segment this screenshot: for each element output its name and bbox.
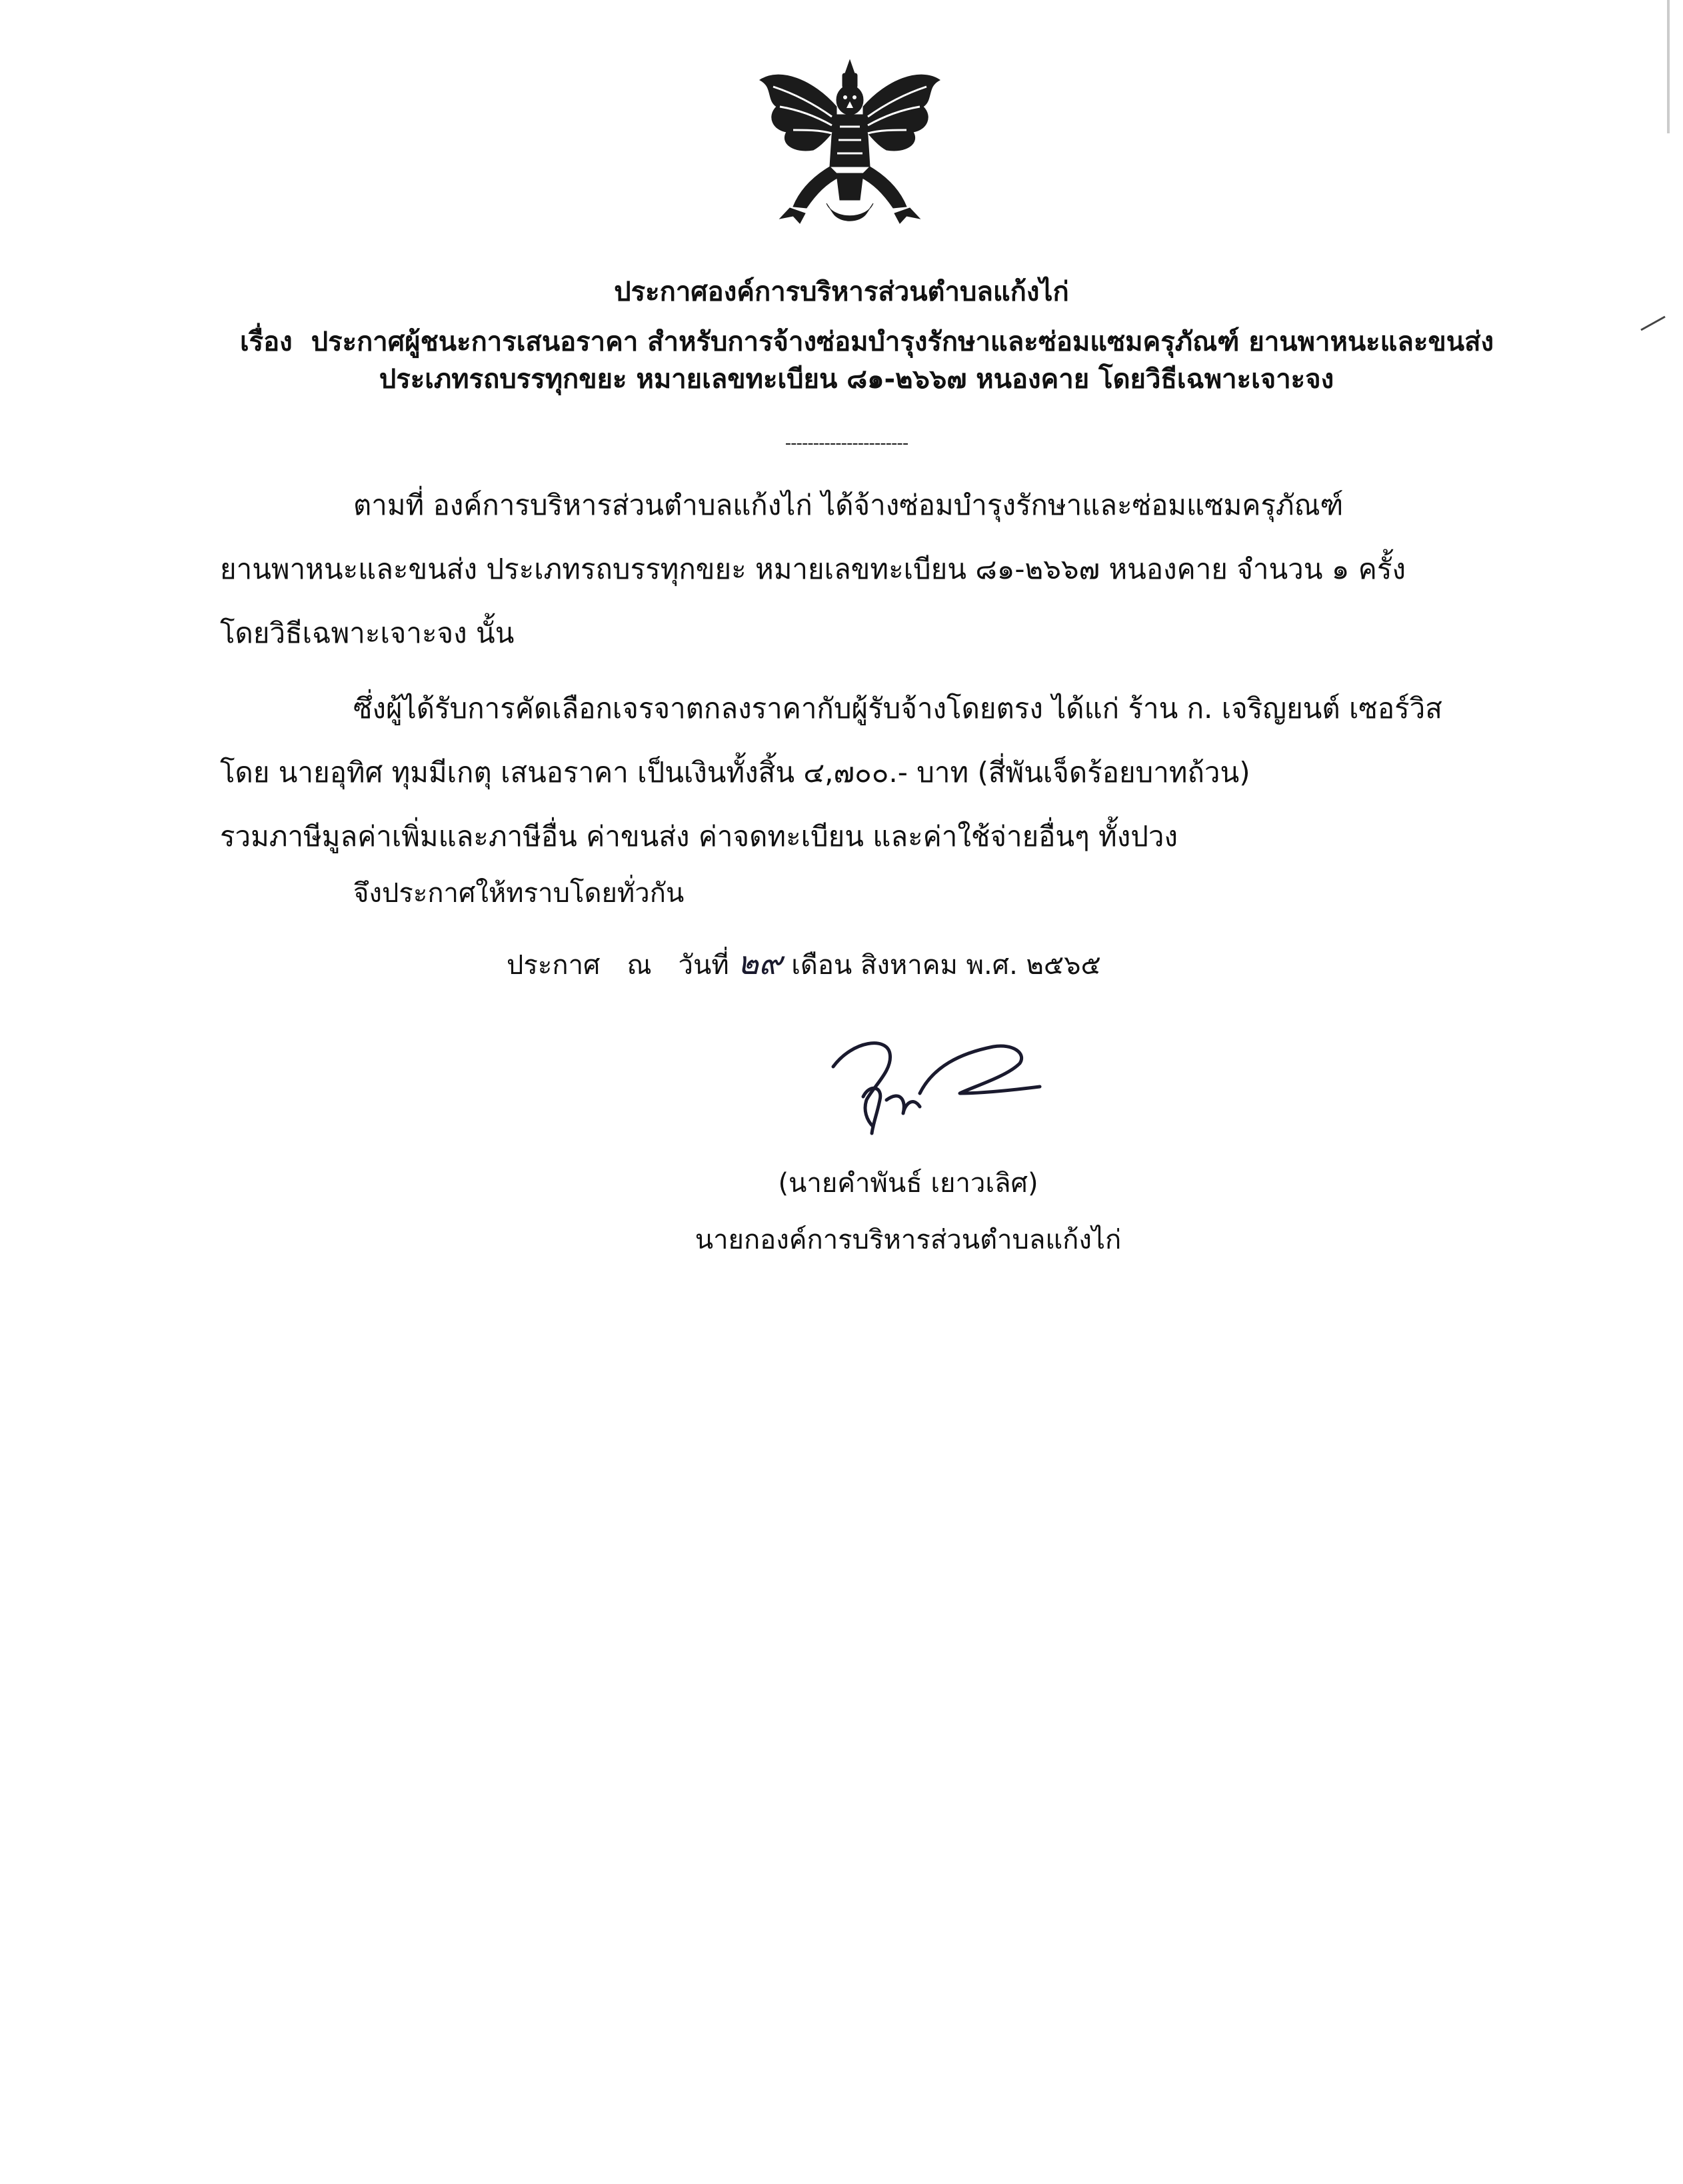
subject-line-1 <box>240 323 1494 361</box>
subject-block <box>240 323 1494 398</box>
date-month: สิงหาคม <box>860 950 958 981</box>
signer-position: นายกองค์การบริหารส่วนตำบลแก้งไก่ <box>695 1225 1122 1255</box>
date-at: ณ <box>627 950 652 981</box>
paragraph-1-line-3: โดยวิธีเฉพาะเจาะจง นั้น <box>220 617 515 649</box>
announcement-title: ประกาศองค์การบริหารส่วนตำบลแก้งไก่ <box>614 277 1069 307</box>
paragraph-2 <box>220 677 1486 869</box>
date-day-handwritten: ๒๙ <box>737 945 783 982</box>
paragraph-1 <box>220 473 1486 665</box>
garuda-emblem-icon <box>753 53 946 240</box>
date-year: พ.ศ. ๒๕๖๕ <box>966 950 1101 981</box>
subject-text-1: ประกาศผู้ชนะการเสนอราคา สำหรับการจ้างซ่อมบำรุงรักษาและซ่อมแซมครุภัณฑ์ ยานพาหนะและขนส่ง <box>311 327 1494 357</box>
date-day-label: วันที่ <box>678 950 729 981</box>
paragraph-1-line-1: ตามที่ องค์การบริหารส่วนตำบลแก้งไก่ ได้จ้างซ่อมบำรุงรักษาและซ่อมแซมครุภัณฑ์ <box>353 489 1344 521</box>
subject-text-2: ประเภทรถบรรทุกขยะ หมายเลขทะเบียน ๘๑-๒๖๖๗ หนองคาย โดยวิธีเฉพาะเจาะจง <box>379 364 1334 395</box>
scan-edge-mark <box>1667 0 1670 133</box>
subject-label: เรื่อง <box>240 327 293 357</box>
announcement-date <box>507 943 1101 985</box>
closing-statement: จึงประกาศให้ทราบโดยทั่วกัน <box>353 878 685 909</box>
date-prefix: ประกาศ <box>507 950 601 981</box>
paragraph-2-line-1: ซึ่งผู้ได้รับการคัดเลือกเจรจาตกลงราคากับผู้รับจ้างโดยตรง ได้แก่ ร้าน ก. เจริญยนต์ เซอร์วิส <box>353 692 1442 725</box>
scan-speck-mark <box>1640 313 1666 333</box>
signer-name: (นายคำพันธ์ เยาวเลิศ) <box>778 1168 1038 1199</box>
date-month-label: เดือน <box>791 950 852 981</box>
paragraph-1-line-2: ยานพาหนะและขนส่ง ประเภทรถบรรทุกขยะ หมายเลขทะเบียน ๘๑-๒๖๖๗ หนองคาย จำนวน ๑ ครั้ง <box>220 553 1406 585</box>
divider-line: ---------------------- <box>785 433 908 453</box>
paragraph-2-line-2: โดย นายอุทิศ ทุมมีเกตุ เสนอราคา เป็นเงินทั้งสิ้น ๔,๗๐๐.- บาท (สี่พันเจ็ดร้อยบาทถ้วน) <box>220 756 1250 789</box>
handwritten-signature <box>827 1027 1046 1147</box>
paragraph-2-line-3: รวมภาษีมูลค่าเพิ่มและภาษีอื่น ค่าขนส่ง ค่าจดทะเบียน และค่าใช้จ่ายอื่นๆ ทั้งปวง <box>220 820 1178 853</box>
